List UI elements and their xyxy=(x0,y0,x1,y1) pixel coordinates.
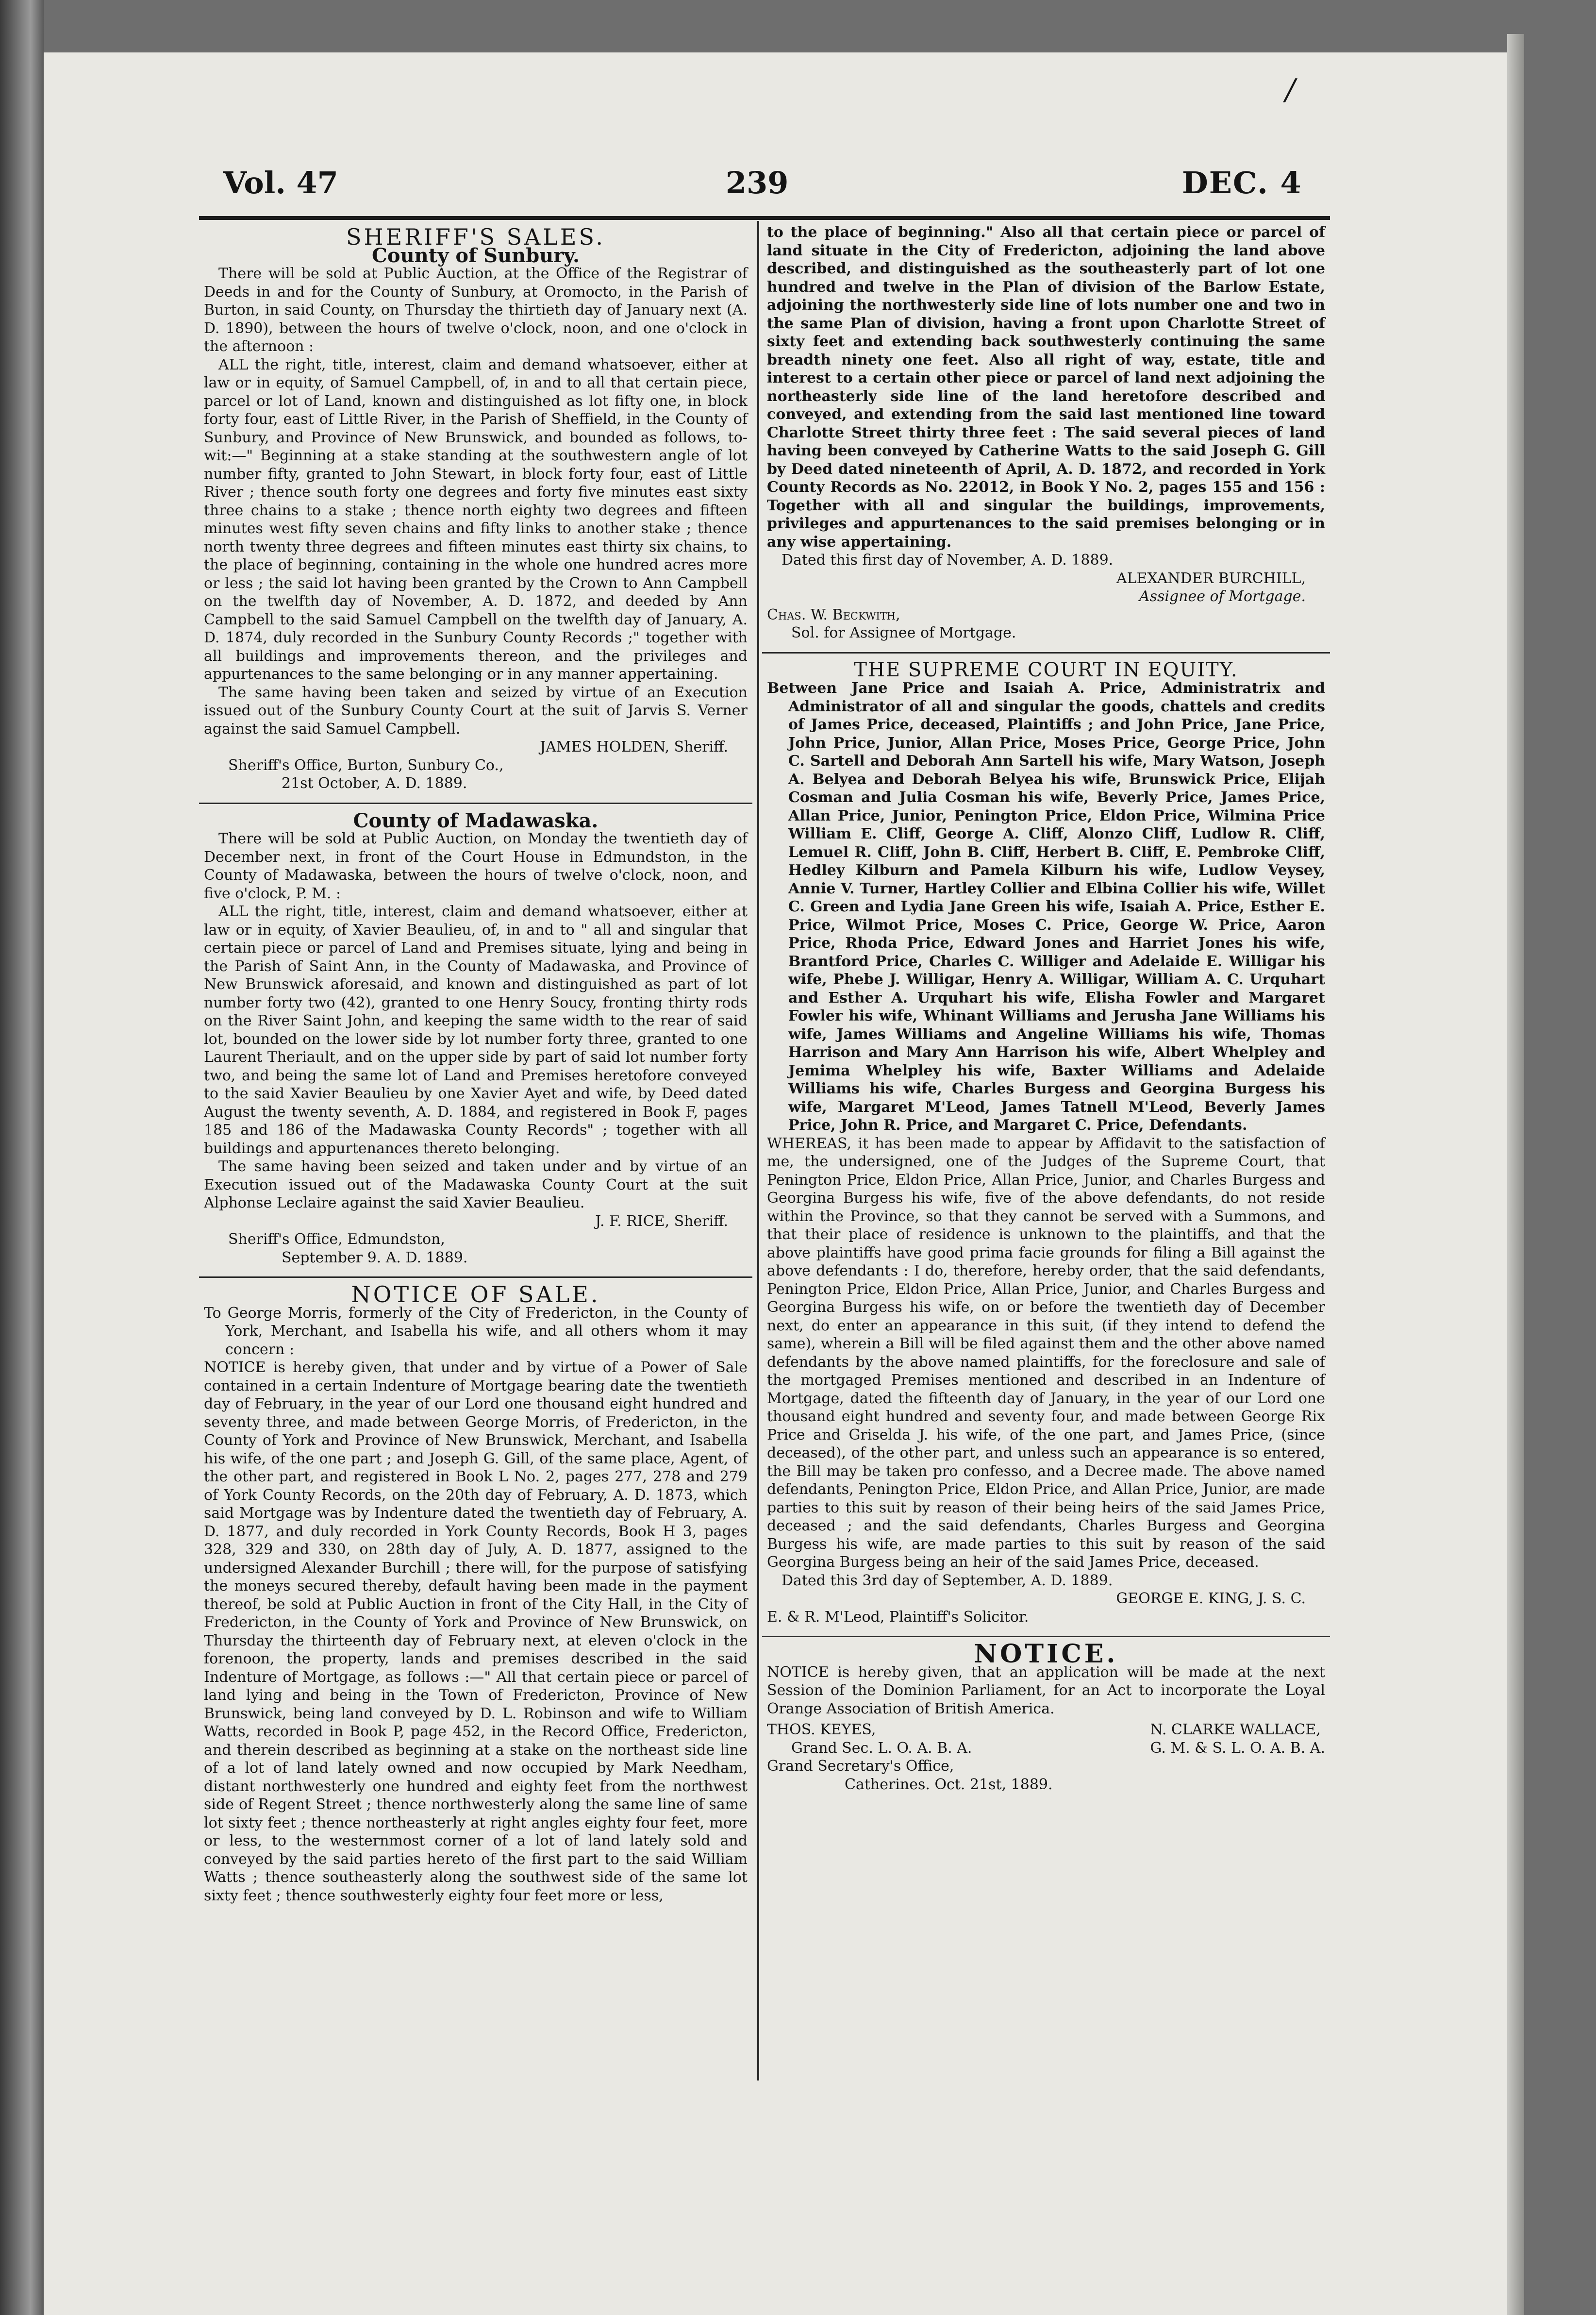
right-column xyxy=(767,223,1325,1794)
divider xyxy=(762,652,1330,654)
sheriffs-sales-title: SHERIFF'S SALES. xyxy=(346,224,605,250)
notice-signatures xyxy=(767,1721,1325,1757)
sunbury-execution: The same having been taken and seized by virtue of an Execution issued out of the Sunbury County Court at the suit of Jarvis S. Verner against the said Samuel Campbell. xyxy=(204,684,748,738)
notice-dated: Catherines. Oct. 21st, 1889. xyxy=(845,1776,1053,1793)
divider xyxy=(762,1636,1330,1637)
notice-of-sale-dated: Dated this first day of November, A. D. 1889. xyxy=(781,552,1114,569)
madawaska-intro: There will be sold at Public Auction, on Monday the twentieth day of December next, in front of the Court House in Edmundston, in the County of Madawaska, between the hours of twelve o'clock, noon, and five o'clock, P. M. : xyxy=(204,830,748,902)
notice-office: Grand Secretary's Office, xyxy=(767,1758,954,1775)
assignee-name: ALEXANDER BURCHILL, xyxy=(1116,570,1306,587)
notice-title: NOTICE. xyxy=(974,1639,1118,1669)
margin-mark: / xyxy=(1285,73,1296,107)
issue-date: DEC. 4 xyxy=(1182,165,1302,201)
notice-body: NOTICE is hereby given, that an application will be made at the next Session of the Dominion Parliament, for an Act to incorporate the Loyal Orange Association of British America. xyxy=(767,1663,1325,1717)
madawaska-dated: September 9. A. D. 1889. xyxy=(282,1249,468,1266)
sig-left-role: Grand Sec. L. O. A. B. A. xyxy=(791,1739,972,1757)
sunbury-heading: County of Sunbury. xyxy=(372,244,580,267)
equity-judge: GEORGE E. KING, J. S. C. xyxy=(1116,1590,1306,1607)
equity-parties: Between Jane Price and Isaiah A. Price, Administratrix and Administrator of all and singular the goods, chattels and credits of James Price, deceased, Plaintiffs ; and John Price, Jane Price, John Price, Junior, Allan Price, Moses Price, George Price, John C. Sartell and Deborah Ann Sartell his wife, Mary Watson, Joseph A. Belyea and Deborah Belyea his wife, Brunswick Price, Elijah Cosman and Julia Cosman his wife, Beverly Price, James Price, Allan Price, Junior, Penington Price, Eldon Price, Wilmina Price William E. Cliff, George A. Cliff, Alonzo Cliff, Ludlow R. Cliff, Lemuel R. Cliff, John B. Cliff, Herbert B. Cliff, E. Pembroke Cliff, Hedley Kilburn and Pamela Kilburn his wife, Ludlow Veysey, Annie V. Turner, Hartley Collier and Elbina Collier his wife, Willet C. Green and Lydia Jane Green his wife, Isaiah A. Price, Esther E. Price, Wilmot Price, Moses C. Price, George W. Price, Aaron Price, Rhoda Price, Edward Jones and Harriet Jones his wife, Brantford Price, Charles C. Williger and Adelaide E. Willigar his wife, Phebe J. Willigar, Henry A. Willigar, William A. C. Urquhart and Esther A. Urquhart his wife, Elisha Fowler and Margaret Fowler his wife, Whinant Williams and Jerusha Jane Williams his wife, James Williams and Angeline Williams his wife, Thomas Harrison and Mary Ann Harrison his wife, Albert Whelpley and Jemima Whelpley his wife, Baxter Williams and Adelaide Williams his wife, Charles Burgess and Georgina Burgess his wife, Margaret M'Leod, James Tatnell M'Leod, Beverly James Price, John R. Price, and Margaret C. Price, Defendants. xyxy=(767,680,1325,1134)
madawaska-description: ALL the right, title, interest, claim and demand whatsoever, either at law or in equity, of Xavier Beaulieu, of, in and to " all and singular that certain piece or parcel of Land and Premises situate, lying and being in the Parish of Saint Ann, in the County of Madawaska, and Province of New Brunswick aforesaid, and known and distinguished as part of lot number forty two (42), granted to one Henry Soucy, fronting thirty rods on the River Saint John, and keeping the same width to the rear of said lot, bounded on the lower side by lot number forty three, granted to one Laurent Theriault, and on the upper side by part of said lot number forty two, and being the same lot of Land and Premises heretofore conveyed to the said Xavier Beaulieu by one Xavier Ayet and wife, by Deed dated August the twenty seventh, A. D. 1884, and registered in Book F, pages 185 and 186 of the Madawaska County Records" ; together with all buildings and appurtenances thereto belonging. xyxy=(204,903,748,1157)
equity-title: THE SUPREME COURT IN EQUITY. xyxy=(854,658,1238,681)
sunbury-dated: 21st October, A. D. 1889. xyxy=(282,775,467,792)
divider xyxy=(199,803,752,804)
sunbury-sheriff: JAMES HOLDEN, Sheriff. xyxy=(540,738,728,755)
madawaska-execution: The same having been seized and taken under and by virtue of an Execution issued out of the Madawaska County Court at the suit Alphonse Leclaire against the said Xavier Beaulieu. xyxy=(204,1158,748,1211)
equity-dated: Dated this 3rd day of September, A. D. 1889. xyxy=(781,1572,1113,1589)
facing-page-edge xyxy=(0,0,44,2315)
notice-of-sale-continuation: to the place of beginning." Also all that certain piece or parcel of land situate in the City of Fredericton, adjoining the land above described, and distinguished as the southeasterly part of lot one hundred and twelve in the Plan of division of the Barlow Estate, adjoining the northwesterly side line of lots number one and two in the same Plan of division, having a front upon Charlotte Street of sixty feet and extending back southwesterly continuing the same breadth ninety one feet. Also all right of way, estate, title and interest to a certain other piece or parcel of land next adjoining the northeasterly side line of the land heretofore described and conveyed, and extending from the said last mentioned line toward Charlotte Street thirty three feet : The said several pieces of land having been conveyed by Catherine Watts to the said Joseph G. Gill by Deed dated nineteenth of April, A. D. 1872, and recorded in York County Records as No. 22012, in Book Y No. 2, pages 155 and 156 : Together with all and singular the buildings, improvements, privileges and appurtenances to the said premises belonging or in any wise appertaining. xyxy=(767,224,1325,551)
madawaska-office: Sheriff's Office, Edmundston, xyxy=(228,1231,445,1248)
divider xyxy=(199,1276,752,1278)
assignee-role: Assignee of Mortgage. xyxy=(1139,588,1306,605)
sig-right-role: G. M. & S. L. O. A. B. A. xyxy=(1150,1739,1325,1757)
equity-solicitor: E. & R. M'Leod, Plaintiff's Solicitor. xyxy=(767,1608,1029,1626)
notice-of-sale-body: NOTICE is hereby given, that under and by virtue of a Power of Sale contained in a certain Indenture of Mortgage bearing date the twentieth day of February, in the year of our Lord one thousand eight hundred and seventy three, and made between George Morris, of Fredericton, in the County of York and Province of New Brunswick, Merchant, and Isabella his wife, of the one part ; and Joseph G. Gill, of the same place, Agent, of the other part, and registered in Book L No. 2, pages 277, 278 and 279 of York County Records, on the 20th day of February, A. D. 1873, which said Mortgage was by Indenture dated the twentieth day of February, A. D. 1877, and duly recorded in York County Records, Book H 3, pages 328, 329 and 330, on 28th day of July, A. D. 1877, assigned to the undersigned Alexander Burchill ; there will, for the purpose of satisfying the moneys secured thereby, default having been made in the payment thereof, be sold at Public Auction in front of the City Hall, in the City of Fredericton, in the County of York and Province of New Brunswick, on Thursday the thirteenth day of February next, at eleven o'clock in the forenoon, the property, lands and premises described in the said Indenture of Mortgage, as follows :—" All that certain piece or parcel of land lying and being in the Town of Fredericton, Province of New Brunswick, being land conveyed by D. L. Robinson and wife to William Watts, recorded in Book P, page 452, in the Record Office, Fredericton, and therein described as beginning at a stake on the northeast side line of a lot of land lately owned and now occupied by Mark Needham, distant northwesterly one hundred and eighty feet from the northwest side of Regent Street ; thence northwesterly along the same line of same lot sixty feet ; thence northeasterly at right angles eighty four feet, more or less, to the westernmost corner of a lot of land lately sold and conveyed by the said parties hereto of the first part to the said William Watts ; thence southeasterly along the southwest side of the same lot sixty feet ; thence southwesterly eighty four feet more or less, xyxy=(204,1359,748,1904)
madawaska-sheriff: J. F. RICE, Sheriff. xyxy=(595,1212,728,1230)
header-rule xyxy=(199,216,1330,220)
solicitor-role: Sol. for Assignee of Mortgage. xyxy=(791,624,1016,641)
sunbury-intro: There will be sold at Public Auction, at the Office of the Registrar of Deeds in and for the County of Sunbury, at Oromocto, in the Parish of Burton, in said County, on Thursday the thirtieth day of January next (A. D. 1890), between the hours of twelve o'clock, noon, and one o'clock in the afternoon : xyxy=(204,265,748,355)
sig-left-name: THOS. KEYES, xyxy=(767,1721,876,1738)
sig-right-name: N. CLARKE WALLACE, xyxy=(1150,1721,1321,1738)
equity-whereas: WHEREAS, it has been made to appear by Affidavit to the satisfaction of me, the undersigned, one of the Judges of the Supreme Court, that Penington Price, Eldon Price, Allan Price, Junior, and Charles Burgess and Georgina Burgess his wife, five of the above defendants, do not reside within the Province, so that they cannot be served with a Summons, and that their place of residence is unknown to the plaintiffs, and that the above plaintiffs have good prima facie grounds for filing a Bill against the above defendants : I do, therefore, hereby order, that the said defendants, Penington Price, Eldon Price, Allan Price, Junior, and Charles Burgess and Georgina Burgess his wife, on or before the twentieth day of December next, do enter an appearance in this suit, (if they intend to defend the same), wherein a Bill will be filed against them and the other above named defendants by the above named plaintiffs, for the foreclosure and sale of the mortgaged Premises mentioned and described in an Indenture of Mortgage, dated the fifteenth day of January, in the year of our Lord one thousand eight hundred and seventy four, and made between George Rix Price and Griselda J. his wife, of the one part, and James Price, (since deceased), of the other part, and unless such an appearance is so entered, the Bill may be taken pro confesso, and a Decree made. The above named defendants, Penington Price, Eldon Price, and Allan Price, Junior, are made parties to this suit by reason of their being heirs of the said James Price, deceased ; and the said defendants, Charles Burgess and Georgina Burgess his wife, are made parties to this suit by reason of the said Georgina Burgess being an heir of the said James Price, deceased. xyxy=(767,1135,1325,1571)
left-column xyxy=(204,224,748,1905)
notice-of-sale-title: NOTICE OF SALE. xyxy=(351,1281,600,1308)
page-right-edge xyxy=(1507,34,1524,2315)
volume-label: Vol. 47 xyxy=(223,165,338,201)
solicitor-name: Chas. W. Beckwith, xyxy=(767,606,900,623)
notice-of-sale-address: To George Morris, formerly of the City of Fredericton, in the County of York, Merchant, and Isabella his wife, and all others whom it may concern : xyxy=(204,1304,748,1358)
sunbury-description: ALL the right, title, interest, claim and demand whatsoever, either at law or in equity, of Samuel Campbell, of, in and to all that certain piece, parcel or lot of Land, known and distinguished as lot fifty one, in block forty four, east of Little River, in the Parish of Sheffield, in the County of Sunbury, and Province of New Brunswick, and bounded as follows, to-wit:—" Beginning at a stake standing at the southwestern angle of lot number fifty, granted to John Stewart, in block forty four, east of Little River ; thence south forty one degrees and forty five minutes east sixty three chains to a stake ; thence north eighty two degrees and fifteen minutes west fifty seven chains and fifty links to another stake ; thence north twenty three degrees and fifteen minutes east thirty six chains, to the place of beginning, containing in the whole one hundred acres more or less ; the said lot having been granted by the Crown to Ann Campbell on the twelfth day of November, A. D. 1872, and deeded by Ann Campbell to the said Samuel Campbell on the twelfth day of January, A. D. 1874, duly recorded in the Sunbury County Records ;" together with all buildings and improvements thereon, and the privileges and appurtenances to the same belonging or in any manner appertaining. xyxy=(204,356,748,683)
sunbury-office: Sheriff's Office, Burton, Sunbury Co., xyxy=(228,756,504,774)
madawaska-heading: County of Madawaska. xyxy=(353,809,598,832)
page-number: 239 xyxy=(726,165,789,201)
column-divider xyxy=(757,221,759,2080)
